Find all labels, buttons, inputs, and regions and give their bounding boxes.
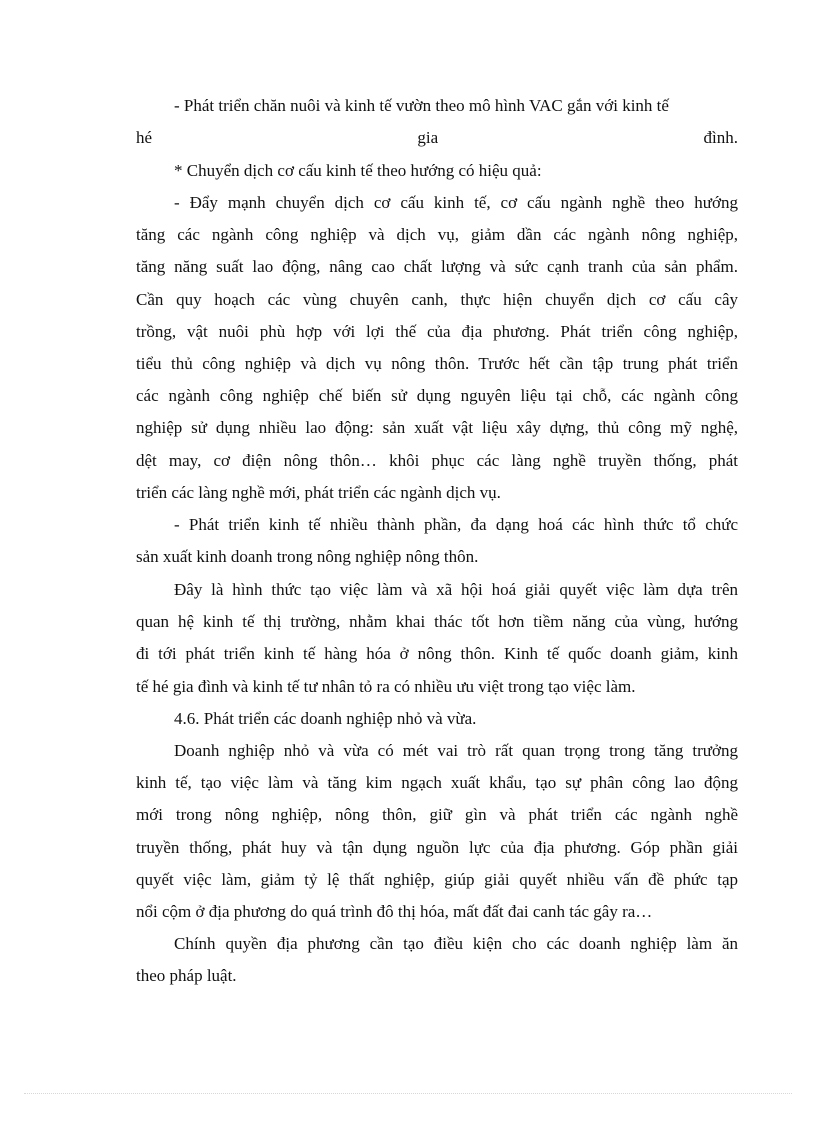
text-line: dệt may, cơ điện nông thôn… khôi phục các làng nghề truyền thống, phát (136, 450, 738, 470)
word: gia (417, 128, 439, 148)
text-line: nổi cộm ở địa phương do quá trình đô thị hóa, mất đất đai canh tác gây ra… (136, 902, 653, 922)
word: đình. (703, 128, 738, 148)
spread-line (136, 122, 738, 154)
text-line: tăng năng suất lao động, nâng cao chất lượng và sức cạnh tranh của sản phẩm. (136, 257, 738, 277)
text-line: sản xuất kinh doanh trong nông nghiệp nông thôn. (136, 547, 479, 567)
text-line: truyền thống, phát huy và tận dụng nguồn lực của địa phương. Góp phần giải (136, 837, 738, 857)
text-line: - Phát triển chăn nuôi và kinh tế vườn theo mô hình VAC gắn với kinh tế (174, 96, 669, 115)
text-line: đi tới phát triển kinh tế hàng hóa ở nông thôn. Kinh tế quốc doanh giảm, kinh (136, 644, 738, 664)
text-line: triển các làng nghề mới, phát triển các ngành dịch vụ. (136, 482, 501, 502)
paragraph-vac (136, 90, 738, 154)
text-line: theo pháp luật. (136, 966, 237, 986)
text-line: tăng các ngành công nghiệp và dịch vụ, giảm dần các ngành nông nghiệp, (136, 225, 738, 245)
text-line: Chính quyền địa phương cần tạo điều kiện cho các doanh nghiệp làm ăn (174, 934, 738, 953)
paragraph-restructuring (136, 187, 738, 509)
text-line: quan hệ kinh tế thị trường, nhằm khai thác tốt hơn tiềm năng của vùng, hướng (136, 612, 738, 632)
text-line: Đây là hình thức tạo việc làm và xã hội hoá giải quyết việc làm dựa trên (174, 580, 738, 599)
text-line: - Phát triển kinh tế nhiều thành phần, đa dạng hoá các hình thức tổ chức (174, 515, 738, 534)
text-line: các ngành công nghiệp chế biến sử dụng nguyên liệu tại chỗ, các ngành công (136, 386, 738, 406)
text-line: tế hé gia đình và kinh tế tư nhân tỏ ra có nhiều ưu việt trong tạo việc làm. (136, 676, 636, 696)
text-line: Cần quy hoạch các vùng chuyên canh, thực hiện chuyển dịch cơ cấu cây (136, 289, 738, 309)
text-line: nghiệp sử dụng nhiều lao động: sản xuất vật liệu xây dựng, thủ công mỹ nghệ, (136, 418, 738, 438)
paragraph-job-creation (136, 574, 738, 703)
text-line: tiểu thủ công nghiệp và dịch vụ nông thôn. Trước hết cần tập trung phát triển (136, 354, 738, 374)
section-heading: * Chuyển dịch cơ cấu kinh tế theo hướng có hiệu quả: (174, 161, 542, 180)
text-line: kinh tế, tạo việc làm và tăng kim ngạch xuất khẩu, tạo sự phân công lao động (136, 773, 738, 793)
text-line: Doanh nghiệp nhỏ và vừa có mét vai trò rất quan trọng trong tăng trưởng (174, 741, 738, 760)
word: hé (136, 128, 153, 148)
section-heading: 4.6. Phát triển các doanh nghiệp nhỏ và vừa. (174, 709, 477, 728)
paragraph-multi-sector (136, 509, 738, 573)
text-line: mới trong nông nghiệp, nông thôn, giữ gìn và phát triển các ngành nghề (136, 805, 738, 825)
text-line: quyết việc làm, giảm tỷ lệ thất nghiệp, giúp giải quyết nhiều vấn đề phức tạp (136, 869, 738, 889)
page-bottom-divider (24, 1093, 792, 1094)
text-line: trồng, vật nuôi phù hợp với lợi thế của địa phương. Phát triển công nghiệp, (136, 321, 738, 341)
paragraph-sme (136, 735, 738, 928)
paragraph-local-government (136, 928, 738, 992)
text-line: - Đẩy mạnh chuyển dịch cơ cấu kinh tế, cơ cấu ngành nghề theo hướng (174, 193, 738, 212)
